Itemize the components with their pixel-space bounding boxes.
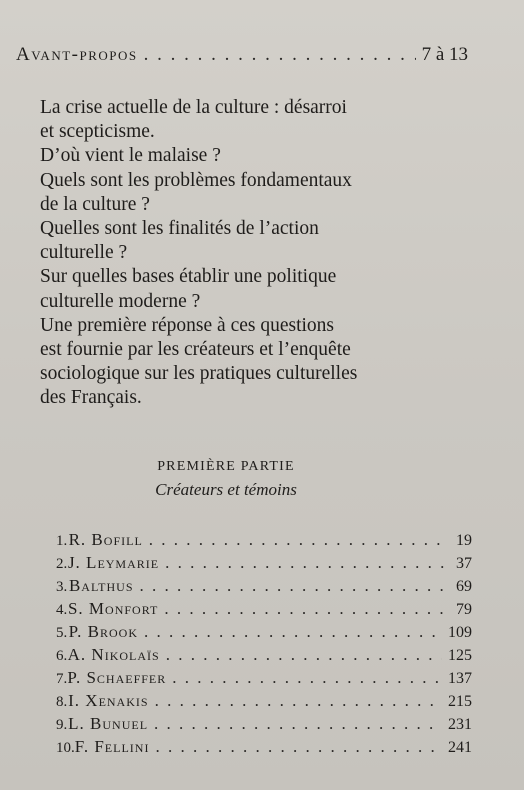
entry-page: 231 <box>448 716 472 733</box>
leader-dots <box>155 737 442 757</box>
toc-avant-propos <box>16 44 468 66</box>
leader-dots <box>155 691 442 711</box>
part-title: PREMIÈRE PARTIE <box>157 459 295 474</box>
toc-entries <box>56 530 472 760</box>
intro-line: Sur quelles bases établir une politique <box>40 266 337 288</box>
entry-name: I. Xenakis <box>68 691 149 710</box>
entry-name: Balthus <box>68 576 134 595</box>
toc-entry <box>56 714 472 737</box>
entry-name: A. Nikolaïs <box>67 645 160 664</box>
intro-line: Une première réponse à ces questions <box>40 314 335 336</box>
entry-page: 215 <box>448 693 472 710</box>
leader-dots <box>144 44 416 66</box>
entry-name: J. Leymarie <box>67 553 160 572</box>
intro-line: culturelle moderne ? <box>40 290 201 312</box>
entry-number: 6. <box>56 648 68 664</box>
entry-page: 79 <box>455 601 472 618</box>
leader-dots <box>149 530 447 550</box>
entry-name: R. Bofill <box>68 530 143 549</box>
entry-number: 4. <box>56 602 68 618</box>
entry-name: L. Bunuel <box>68 714 149 733</box>
toc-entry <box>56 530 472 553</box>
entry-number: 8. <box>56 694 68 710</box>
entry-name: P. Schaeffer <box>67 668 167 687</box>
entry-number: 9. <box>56 717 68 733</box>
intro-line: Quels sont les problèmes fondamentaux <box>40 169 352 191</box>
toc-entry <box>56 668 472 691</box>
intro-line: est fournie par les créateurs et l’enquête <box>40 339 351 361</box>
avant-propos-label: Avant-propos <box>16 44 138 65</box>
leader-dots <box>164 599 448 619</box>
entry-name: P. Brook <box>68 622 138 641</box>
entry-page: 137 <box>448 670 472 687</box>
leader-dots <box>172 668 442 688</box>
intro-line: des Français. <box>40 387 142 409</box>
entry-number: 3. <box>56 579 68 595</box>
entry-number: 2. <box>56 556 68 572</box>
intro-line: Quelles sont les finalités de l’action <box>40 218 319 240</box>
entry-page: 19 <box>456 532 473 549</box>
intro-line: sociologique sur les pratiques culturelles <box>40 363 358 385</box>
intro-line: La crise actuelle de la culture : désarroi <box>40 97 347 118</box>
entry-page: 241 <box>448 739 472 756</box>
leader-dots <box>144 622 442 642</box>
leader-dots <box>154 714 442 734</box>
toc-entry <box>56 645 472 668</box>
intro-line: et scepticisme. <box>40 121 155 143</box>
intro-paragraph <box>40 96 440 411</box>
intro-line: D’où vient le malaise ? <box>40 145 221 167</box>
part-subtitle: Créateurs et témoins <box>155 480 297 499</box>
toc-entry <box>56 576 472 599</box>
leader-dots <box>165 553 448 573</box>
leader-dots <box>140 576 447 596</box>
entry-number: 1. <box>56 533 68 549</box>
toc-entry <box>56 553 472 576</box>
entry-page: 69 <box>456 578 472 595</box>
entry-page: 125 <box>448 647 472 664</box>
entry-name: F. Fellini <box>74 737 150 756</box>
leader-dots <box>166 645 442 665</box>
avant-propos-pages: 7 à 13 <box>421 44 468 65</box>
entry-number: 7. <box>56 671 68 687</box>
toc-entry <box>56 599 472 622</box>
entry-number: 10. <box>56 740 75 756</box>
entry-number: 5. <box>56 625 68 641</box>
intro-line: de la culture ? <box>40 193 150 215</box>
toc-entry <box>56 622 472 645</box>
toc-entry <box>56 691 472 714</box>
intro-line: culturelle ? <box>40 242 128 264</box>
toc-entry <box>56 737 472 760</box>
entry-page: 37 <box>455 555 472 572</box>
entry-page: 109 <box>448 624 472 641</box>
entry-name: S. Monfort <box>67 599 159 618</box>
